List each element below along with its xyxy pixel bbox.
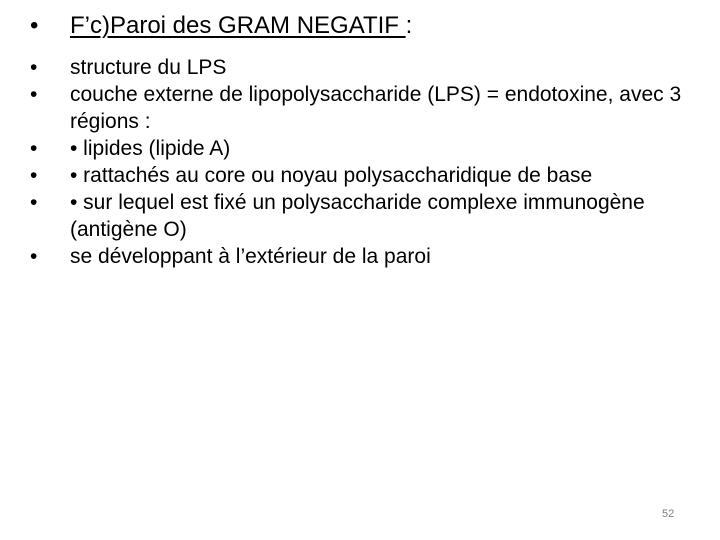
slide-title [30,8,412,44]
list-item-text: couche externe de lipopolysaccharide (LPS) = endotoxine, avec 3 régions : [70,83,682,133]
list-item [30,54,690,81]
list-item [30,189,690,243]
bullet-marker: • [30,137,38,160]
list-item [30,135,690,162]
slide-title-text: F’c)Paroi des GRAM NEGATIF [70,12,406,39]
list-item-text: se développant à l’extérieur de la paroi [70,245,431,268]
bullet-marker: • [30,191,38,214]
bullet-marker: • [30,164,38,187]
bullet-list [30,54,690,270]
list-item [30,243,690,270]
list-item-text: structure du LPS [70,56,227,79]
list-item-text: • lipides (lipide A) [70,137,231,160]
bullet-marker: • [30,245,38,268]
page-number: 52 [662,508,675,520]
bullet-marker: • [30,83,38,106]
bullet-marker: • [30,56,38,79]
slide-title-colon: : [405,12,413,39]
list-item-text: • rattachés au core ou noyau polysaccharidique de base [70,164,593,187]
list-item-text: • sur lequel est fixé un polysaccharide complexe immunogène (antigène O) [70,191,645,241]
list-item [30,162,690,189]
bullet-marker: • [30,12,39,39]
list-item [30,81,690,135]
